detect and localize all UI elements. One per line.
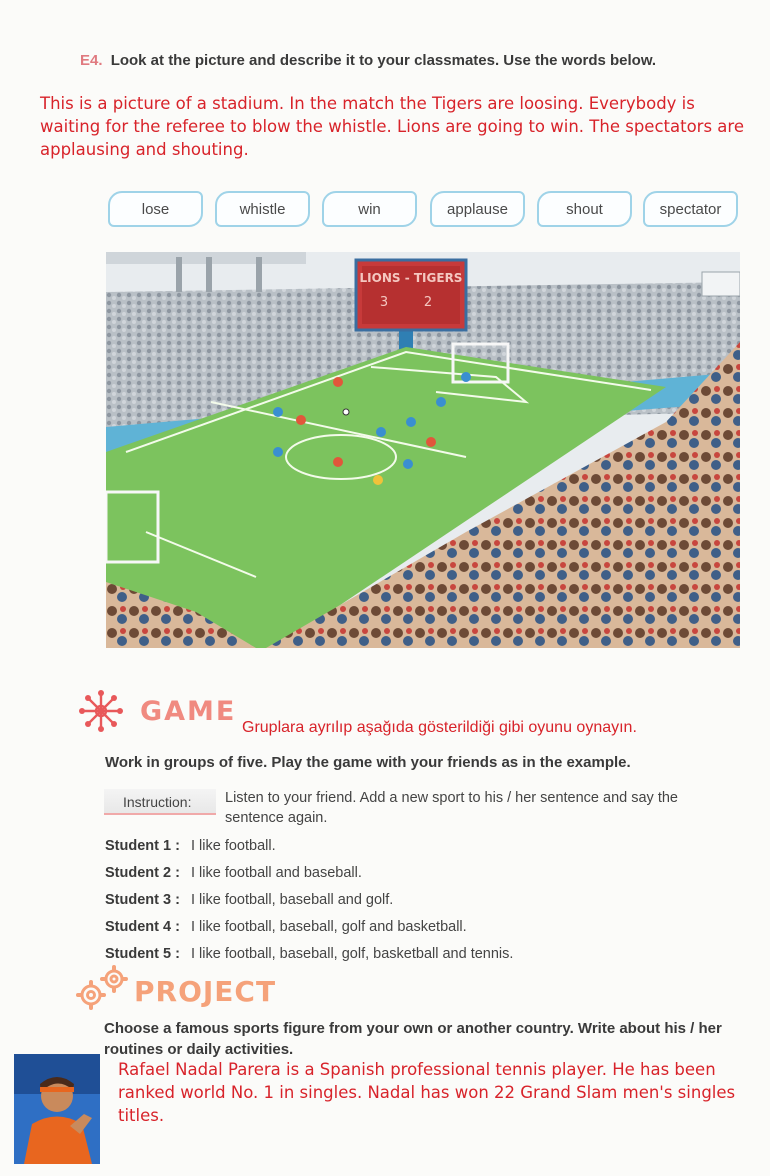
student-line: I like football, baseball, golf and basketball. bbox=[191, 919, 467, 935]
student-label: Student 1 : bbox=[105, 838, 180, 854]
project-title: PROJECT bbox=[134, 975, 277, 1008]
gears-icon bbox=[74, 965, 130, 1011]
exercise-heading bbox=[80, 52, 656, 69]
scoreboard-title: LIONS - TIGERS bbox=[359, 271, 463, 285]
stadium-illustration bbox=[106, 252, 740, 648]
instruction-text: Listen to your friend. Add a new sport to his / her sentence and say the sentence again. bbox=[225, 790, 678, 826]
tennis-player-photo bbox=[14, 1054, 100, 1164]
instruction-label: Instruction: bbox=[123, 794, 192, 810]
exercise-answer-text: This is a picture of a stadium. In the match the Tigers are loosing. Everybody is waiting for the referee to blow the whistle. Lions are going to win. The spectators are applausing and shouting. bbox=[40, 94, 744, 159]
student-row bbox=[105, 865, 745, 892]
scoreboard-tigers-score: 2 bbox=[423, 295, 433, 310]
exercise-number: E4. bbox=[80, 52, 103, 69]
word-bank bbox=[108, 191, 740, 231]
project-section-header bbox=[74, 963, 374, 1013]
student-label: Student 3 : bbox=[105, 892, 180, 908]
game-instruction: Work in groups of five. Play the game with your friends as in the example. bbox=[105, 754, 631, 771]
game-section-header bbox=[76, 688, 766, 736]
student-line: I like football and baseball. bbox=[191, 865, 362, 881]
student-line: I like football, baseball and golf. bbox=[191, 892, 394, 908]
student-label: Student 2 : bbox=[105, 865, 180, 881]
instruction-label-box bbox=[104, 789, 216, 815]
word-chip: spectator bbox=[643, 191, 738, 227]
game-subtitle: Gruplara ayrılıp aşağıda gösterildiği gibi oyunu oynayın. bbox=[242, 719, 637, 736]
student-row bbox=[105, 919, 745, 946]
game-title: GAME bbox=[140, 696, 237, 727]
student-lines bbox=[105, 838, 745, 973]
word-chip: lose bbox=[108, 191, 203, 227]
sun-burst-icon bbox=[76, 690, 126, 732]
student-row bbox=[105, 838, 745, 865]
student-label: Student 4 : bbox=[105, 919, 180, 935]
project-answer-text: Rafael Nadal Parera is a Spanish professional tennis player. He has been ranked world No. 1 in singles. Nadal has won 22 Grand Slam men's singles titles. bbox=[118, 1060, 736, 1125]
word-chip: win bbox=[322, 191, 417, 227]
student-line: I like football, baseball, golf, basketball and tennis. bbox=[191, 946, 514, 962]
student-line: I like football. bbox=[191, 838, 276, 854]
student-row bbox=[105, 892, 745, 919]
project-instruction: Choose a famous sports figure from your own or another country. Write about his / her routines or daily activities. bbox=[104, 1020, 722, 1058]
word-chip: shout bbox=[537, 191, 632, 227]
student-label: Student 5 : bbox=[105, 946, 180, 962]
word-chip: applause bbox=[430, 191, 525, 227]
scoreboard-lions-score: 3 bbox=[379, 295, 389, 310]
word-chip: whistle bbox=[215, 191, 310, 227]
exercise-instruction: Look at the picture and describe it to your classmates. Use the words below. bbox=[110, 52, 657, 69]
